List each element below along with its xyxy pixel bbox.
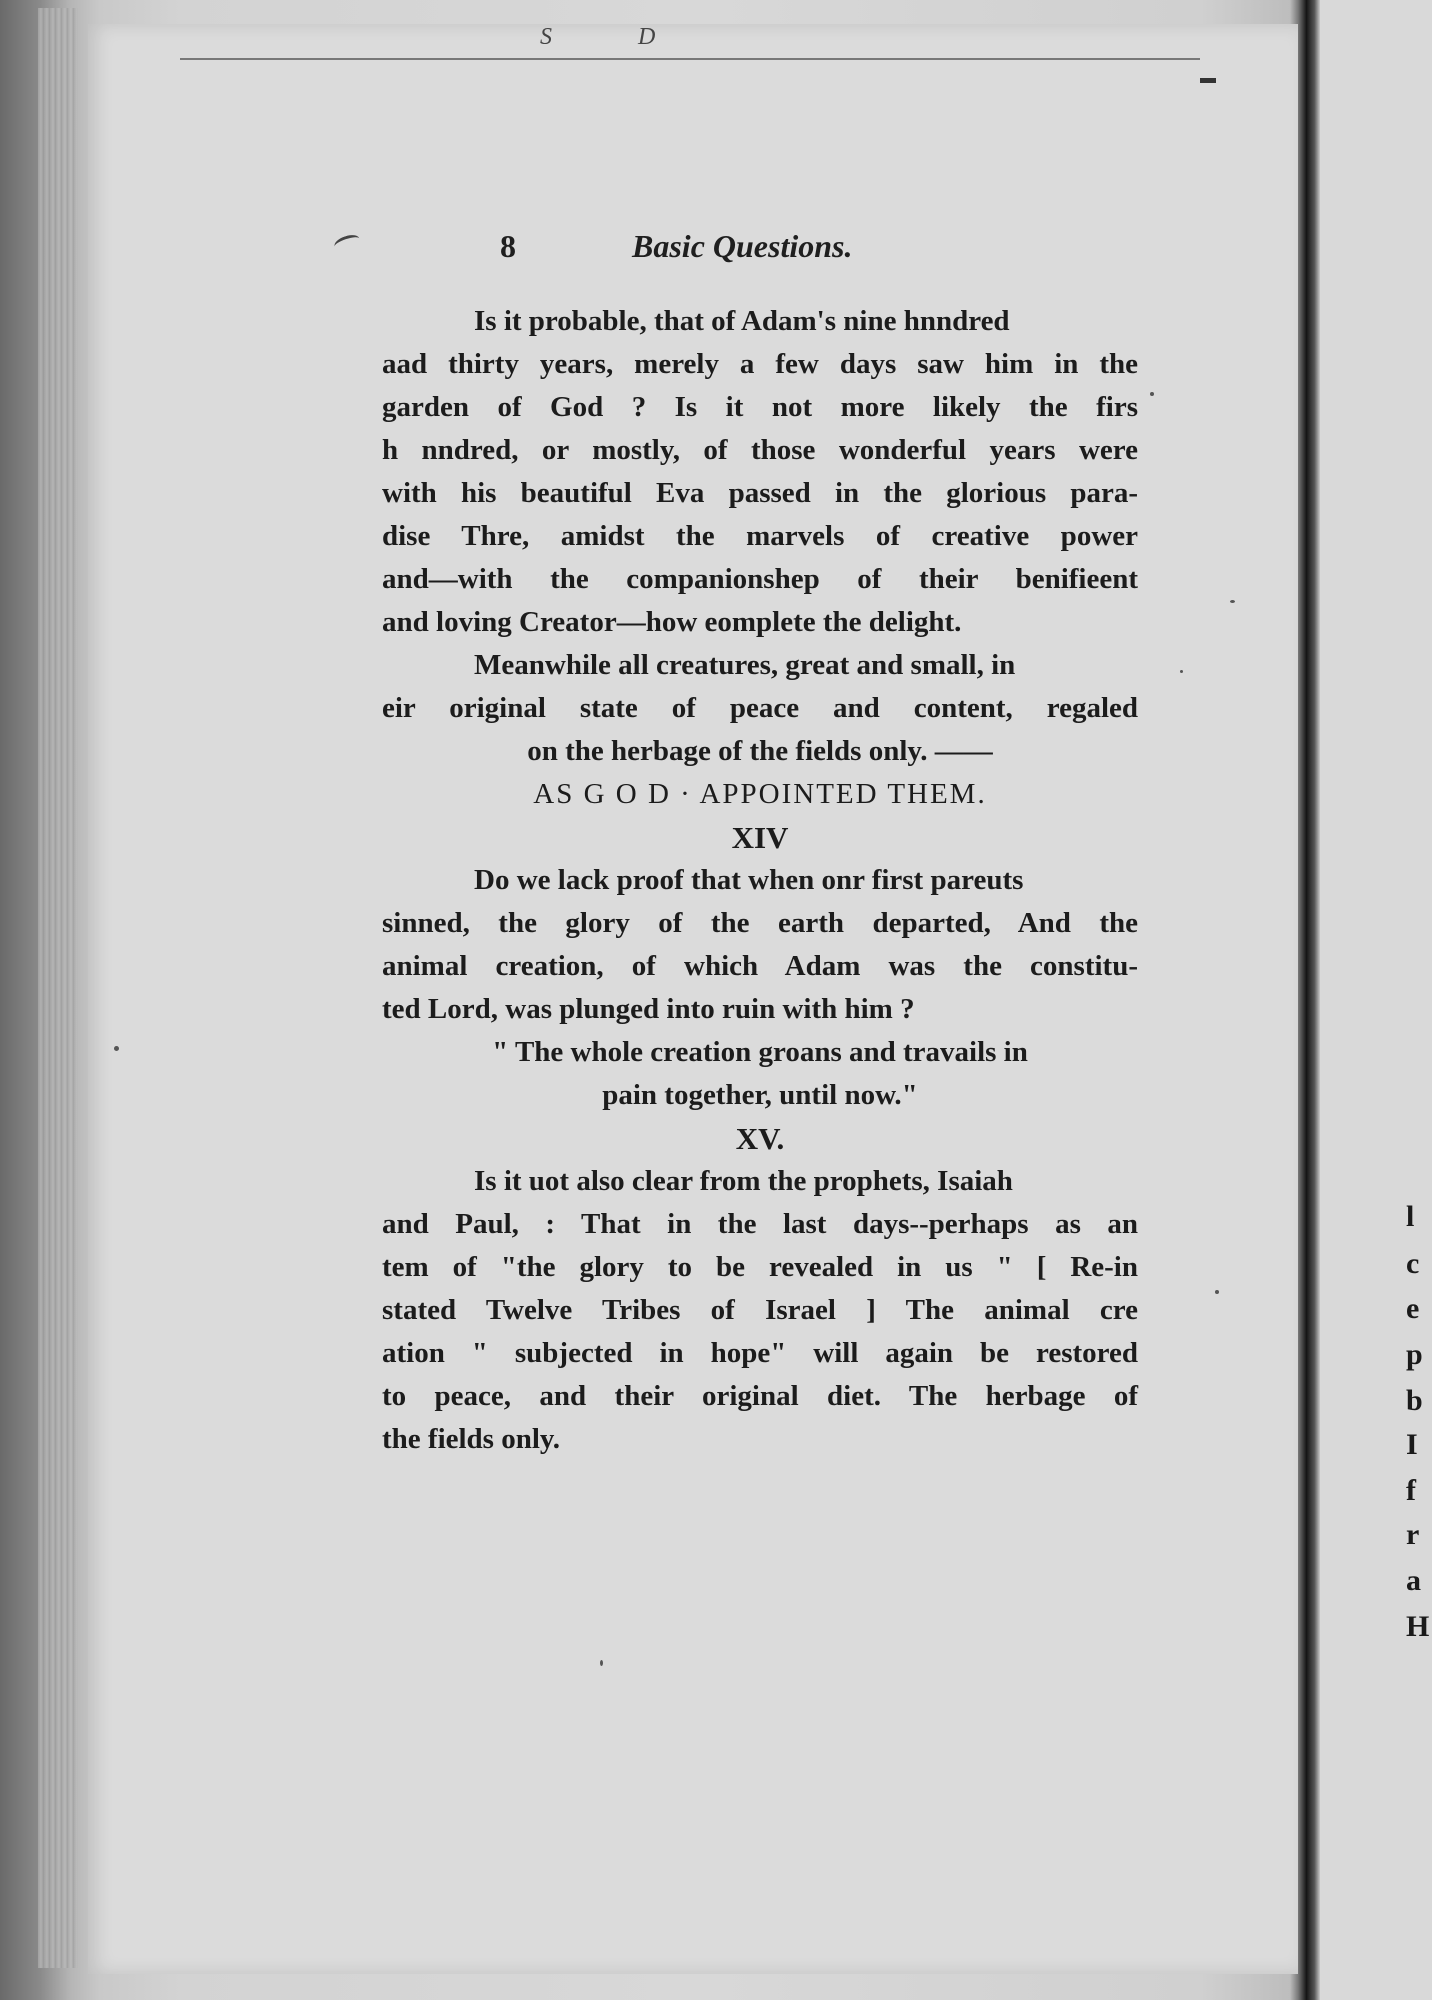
text-line: XIV [731, 820, 789, 855]
body-text [382, 300, 1138, 1461]
facing-page-fragment: p [1406, 1338, 1423, 1371]
facing-page-fragment: I [1406, 1428, 1418, 1461]
bleed-through-fragment: S D [540, 24, 696, 50]
text-line: " The whole creation groans and travails in [492, 1036, 1028, 1068]
facing-page-fragment: b [1406, 1384, 1423, 1417]
text-line: to peace, and their original diet. The herbage of [382, 1380, 1138, 1412]
text-line: animal creation, of which Adam was the constitu- [382, 950, 1138, 982]
text-line: with his beautiful Eva passed in the glorious para- [382, 477, 1138, 509]
text-line: Do we lack proof that when onr first pareuts [474, 864, 1024, 896]
stacked-page-edges [38, 8, 78, 1968]
scan-speck [1230, 600, 1235, 603]
text-line: and Paul, : That in the last days--perhaps as an [382, 1208, 1138, 1240]
text-line: dise Thre, amidst the marvels of creative power [382, 520, 1138, 552]
facing-page-fragment: e [1406, 1292, 1420, 1325]
text-line: Is it uot also clear from the prophets, Isaiah [474, 1165, 1013, 1197]
text-line: aad thirty years, merely a few days saw him in the [382, 348, 1138, 380]
facing-page [1306, 0, 1432, 2000]
scan-speck [114, 1046, 119, 1051]
page-number: 8 [500, 228, 516, 264]
text-line: eir original state of peace and content, regaled [382, 692, 1138, 724]
text-line: Is it probable, that of Adam's nine hnndred [474, 305, 1010, 337]
text-line: tem of "the glory to be revealed in us " [ Re-in [382, 1251, 1138, 1283]
text-line: Meanwhile all creatures, great and small, in [474, 649, 1016, 681]
scan-speck [1215, 1290, 1219, 1294]
text-line: the fields only. [382, 1423, 561, 1455]
text-line: and—with the companionshep of their benifieent [382, 563, 1138, 595]
facing-page-fragment: f [1406, 1474, 1416, 1507]
text-line: and loving Creator—how eomplete the delight. [382, 606, 962, 638]
scan-speck [600, 1660, 603, 1666]
text-line: stated Twelve Tribes of Israel ] The animal cre [382, 1294, 1138, 1326]
text-line: ted Lord, was plunged into ruin with him ? [382, 993, 915, 1025]
running-title: Basic Questions. [632, 228, 853, 264]
running-header [500, 228, 1000, 268]
text-line: ation " subjected in hope" will again be restored [382, 1337, 1138, 1369]
facing-page-fragment: l [1406, 1200, 1415, 1233]
scan-speck [1150, 392, 1154, 396]
text-line: sinned, the glory of the earth departed, And the [382, 907, 1138, 939]
scan-speck [1180, 670, 1183, 673]
top-rule [180, 58, 1200, 60]
facing-page-fragment: r [1406, 1518, 1420, 1551]
text-line: h nndred, or mostly, of those wonderful years were [382, 434, 1138, 466]
text-line: garden of God ? Is it not more likely the firs [382, 391, 1138, 423]
text-line: pain together, until now." [602, 1079, 918, 1111]
facing-page-fragment: H [1406, 1610, 1430, 1643]
book-gutter [1306, 0, 1320, 2000]
text-line: AS G O D · APPOINTED THEM. [533, 778, 987, 810]
corner-mark [1200, 78, 1216, 83]
text-line: on the herbage of the fields only. —— [527, 735, 993, 767]
facing-page-fragment: c [1406, 1247, 1420, 1280]
text-line: XV. [735, 1121, 785, 1156]
facing-page-fragment: a [1406, 1564, 1421, 1597]
